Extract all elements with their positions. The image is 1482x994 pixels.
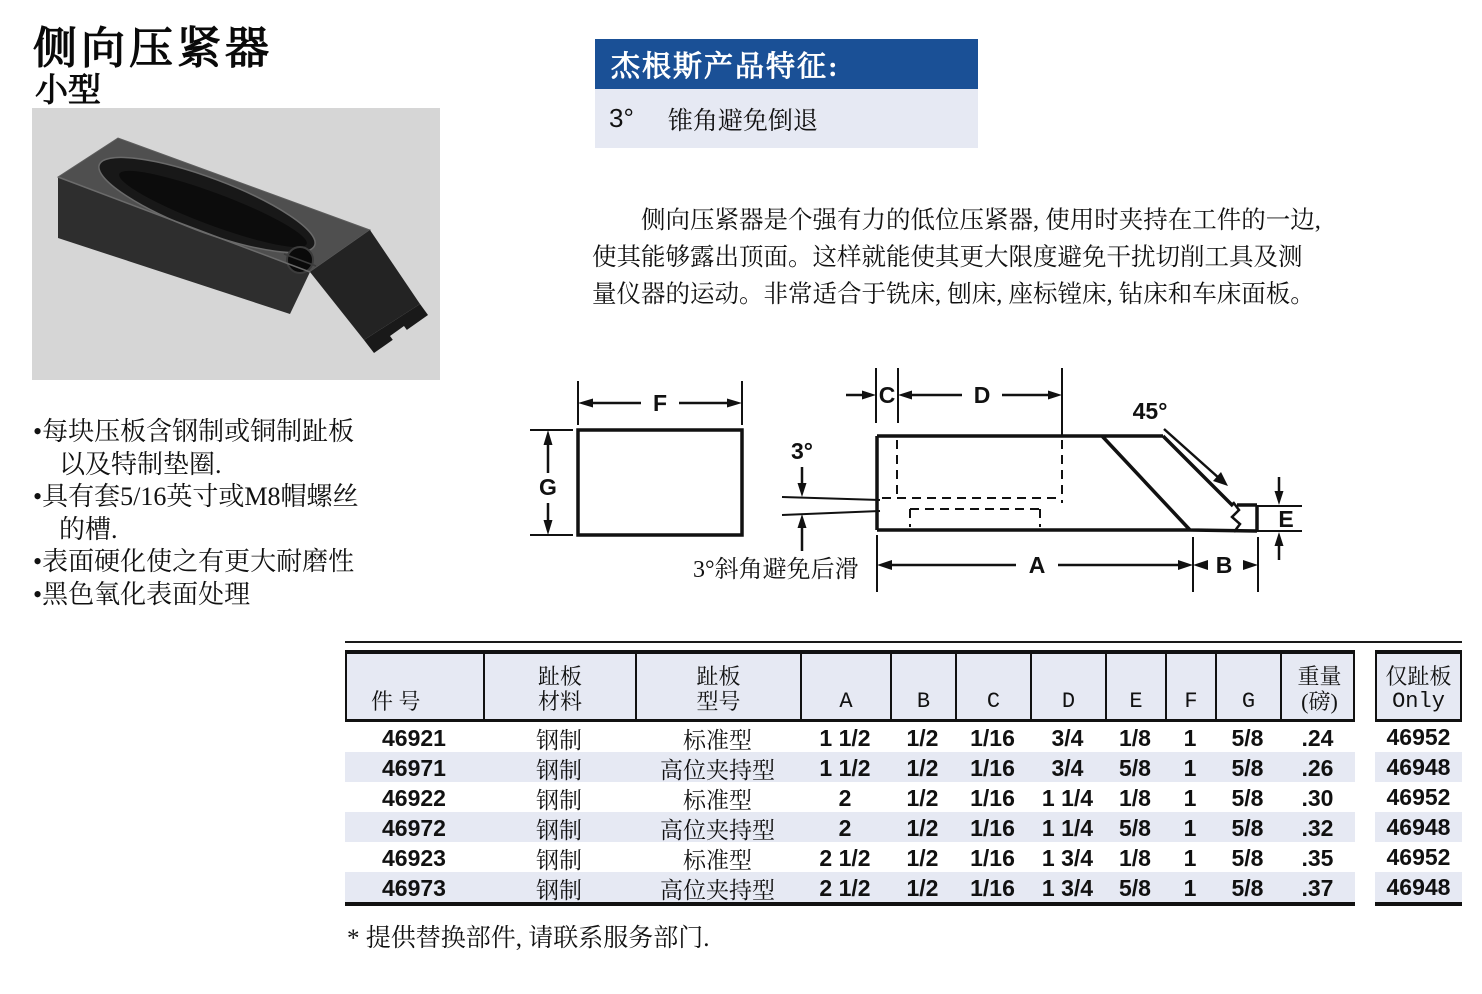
cell-weight: .37 <box>1301 875 1334 901</box>
only-cell: 46948 <box>1375 812 1462 842</box>
cell-a: 1 1/2 <box>819 755 871 781</box>
cell-material: 钢制 <box>536 878 582 903</box>
spec-table <box>345 650 1355 906</box>
cell-b: 1/2 <box>906 755 939 781</box>
cell-b: 1/2 <box>906 815 939 841</box>
features-text: 锥角避免倒退 <box>667 107 818 135</box>
cell-f: 1 <box>1183 875 1197 901</box>
bullet-line: •具有套5/16英寸或M8帽螺丝 <box>33 482 359 511</box>
product-photo <box>32 108 440 380</box>
cell-model: 高位夹持型 <box>660 878 775 903</box>
cell-g: 5/8 <box>1231 785 1264 811</box>
cell-c: 1/16 <box>970 785 1015 811</box>
table-row <box>345 842 1355 872</box>
cell-e: 5/8 <box>1119 875 1151 901</box>
footnote: * 提供替换部件, 请联系服务部门. <box>347 925 710 952</box>
cell-part: 46922 <box>382 785 446 811</box>
cell-e: 5/8 <box>1119 755 1151 781</box>
dim-label-g: G <box>539 474 557 500</box>
angle-3-label: 3° <box>791 438 813 464</box>
page-subtitle: 小型 <box>35 71 101 108</box>
cell-c: 1/16 <box>970 845 1015 871</box>
cell-c: 1/16 <box>970 725 1015 751</box>
table-row <box>345 752 1355 782</box>
only-cell: 46948 <box>1375 872 1462 902</box>
table-row <box>345 722 1355 752</box>
cell-f: 1 <box>1183 725 1197 751</box>
cell-a: 2 1/2 <box>819 875 871 901</box>
only-cell: 46948 <box>1375 752 1462 782</box>
th-material: 趾板 材料 <box>485 654 637 719</box>
th-f: F <box>1167 654 1217 719</box>
cell-weight: .35 <box>1301 845 1334 871</box>
th-c: C <box>957 654 1032 719</box>
th-d: D <box>1032 654 1107 719</box>
cell-part: 46972 <box>382 815 446 841</box>
angle-45-label: 45° <box>1132 398 1168 424</box>
th-part: 件 号 <box>347 654 485 719</box>
only-cell: 46952 <box>1386 783 1451 810</box>
description-line: 侧向压紧器是个强有力的低位压紧器, 使用时夹持在工件的一边, <box>641 207 1321 234</box>
bullet-line: •每块压板含钢制或铜制趾板 <box>33 417 355 446</box>
cell-g: 5/8 <box>1231 725 1264 751</box>
th-e: E <box>1107 654 1167 719</box>
cell-g: 5/8 <box>1231 845 1264 871</box>
table-top-rule <box>345 641 1462 643</box>
cell-part: 46973 <box>382 875 446 901</box>
dim-label-f: F <box>652 390 668 416</box>
cell-f: 1 <box>1183 845 1197 871</box>
cell-g: 5/8 <box>1231 815 1264 841</box>
cell-b: 1/2 <box>906 725 939 751</box>
cell-model: 标准型 <box>683 848 752 873</box>
cell-b: 1/2 <box>906 845 939 871</box>
cell-a: 2 1/2 <box>819 845 871 871</box>
cell-f: 1 <box>1183 755 1197 781</box>
description-line: 使其能够露出顶面。这样就能使其更大限度避免干扰切削工具及测 <box>592 244 1303 271</box>
cell-b: 1/2 <box>906 875 939 901</box>
cell-c: 1/16 <box>970 875 1015 901</box>
cell-e: 1/8 <box>1119 725 1151 751</box>
features-item <box>595 89 978 148</box>
features-header-bar <box>595 39 978 89</box>
cell-material: 钢制 <box>536 848 582 873</box>
dim-label-c: C <box>878 382 896 408</box>
cell-a: 2 <box>838 815 852 841</box>
cell-weight: .32 <box>1301 815 1334 841</box>
dim-label-a: A <box>1028 552 1046 578</box>
table-row <box>345 872 1355 902</box>
cell-model: 标准型 <box>683 788 752 813</box>
th-weight: 重量 (磅) <box>1297 664 1342 714</box>
cell-model: 标准型 <box>683 728 752 753</box>
cell-a: 1 1/2 <box>819 725 871 751</box>
only-cell: 46952 <box>1386 843 1451 870</box>
bullet-line: •表面硬化使之有更大耐磨性 <box>33 547 355 576</box>
description-paragraph <box>592 202 1337 313</box>
table-row <box>345 812 1355 842</box>
th-only: 仅趾板 Only <box>1375 654 1462 722</box>
cell-g: 5/8 <box>1231 755 1264 781</box>
th-g: G <box>1217 654 1282 719</box>
cell-part: 46971 <box>382 755 446 781</box>
cell-b: 1/2 <box>906 785 939 811</box>
bullet-line: •黑色氧化表面处理 <box>33 579 251 609</box>
cell-f: 1 <box>1183 815 1197 841</box>
cell-part: 46923 <box>382 845 446 871</box>
cell-e: 1/8 <box>1119 845 1151 871</box>
cell-e: 1/8 <box>1119 785 1151 811</box>
cell-d: 1 1/4 <box>1041 785 1094 811</box>
dim-label-b: B <box>1215 552 1233 578</box>
features-degree: 3° <box>609 103 634 133</box>
cell-material: 钢制 <box>536 728 582 753</box>
dim-label-e: E <box>1278 506 1294 532</box>
cell-a: 2 <box>838 785 852 811</box>
cell-d: 3/4 <box>1051 725 1084 751</box>
cell-d: 1 3/4 <box>1041 875 1094 901</box>
cell-f: 1 <box>1183 785 1197 811</box>
bullet-list <box>33 416 358 611</box>
cell-model: 高位夹持型 <box>660 758 775 783</box>
th-b: B <box>892 654 957 719</box>
cell-c: 1/16 <box>970 755 1015 781</box>
cell-c: 1/16 <box>970 815 1015 841</box>
cell-material: 钢制 <box>536 818 582 843</box>
cell-d: 1 1/4 <box>1041 815 1094 841</box>
cell-d: 3/4 <box>1051 755 1084 781</box>
cell-d: 1 3/4 <box>1041 845 1094 871</box>
cell-weight: .30 <box>1301 785 1334 811</box>
bullet-line: 以及特制垫圈. <box>33 449 222 479</box>
th-a: A <box>802 654 892 719</box>
dim-label-d: D <box>973 382 991 408</box>
dimension-drawing <box>500 365 1330 600</box>
th-model: 趾板 型号 <box>637 654 802 719</box>
only-cell: 46952 <box>1386 723 1451 750</box>
taper-caption: 3°斜角避免后滑 <box>693 557 859 583</box>
toe-only-table <box>1375 650 1462 906</box>
description-line: 量仪器的运动。非常适合于铣床, 刨床, 座标镗床, 钻床和车床面板。 <box>592 281 1315 308</box>
cell-weight: .24 <box>1301 725 1334 751</box>
table-header-row <box>345 654 1355 722</box>
table-row <box>345 782 1355 812</box>
cell-weight: .26 <box>1301 755 1334 781</box>
page-title: 侧向压紧器 <box>33 24 273 73</box>
cell-material: 钢制 <box>536 758 582 783</box>
cell-model: 高位夹持型 <box>660 818 775 843</box>
cell-part: 46921 <box>382 725 446 751</box>
cell-e: 5/8 <box>1119 815 1151 841</box>
bullet-line: 的槽. <box>33 514 118 544</box>
cell-g: 5/8 <box>1231 875 1264 901</box>
features-header-text: 杰根斯产品特征: <box>611 50 840 83</box>
cell-material: 钢制 <box>536 788 582 813</box>
